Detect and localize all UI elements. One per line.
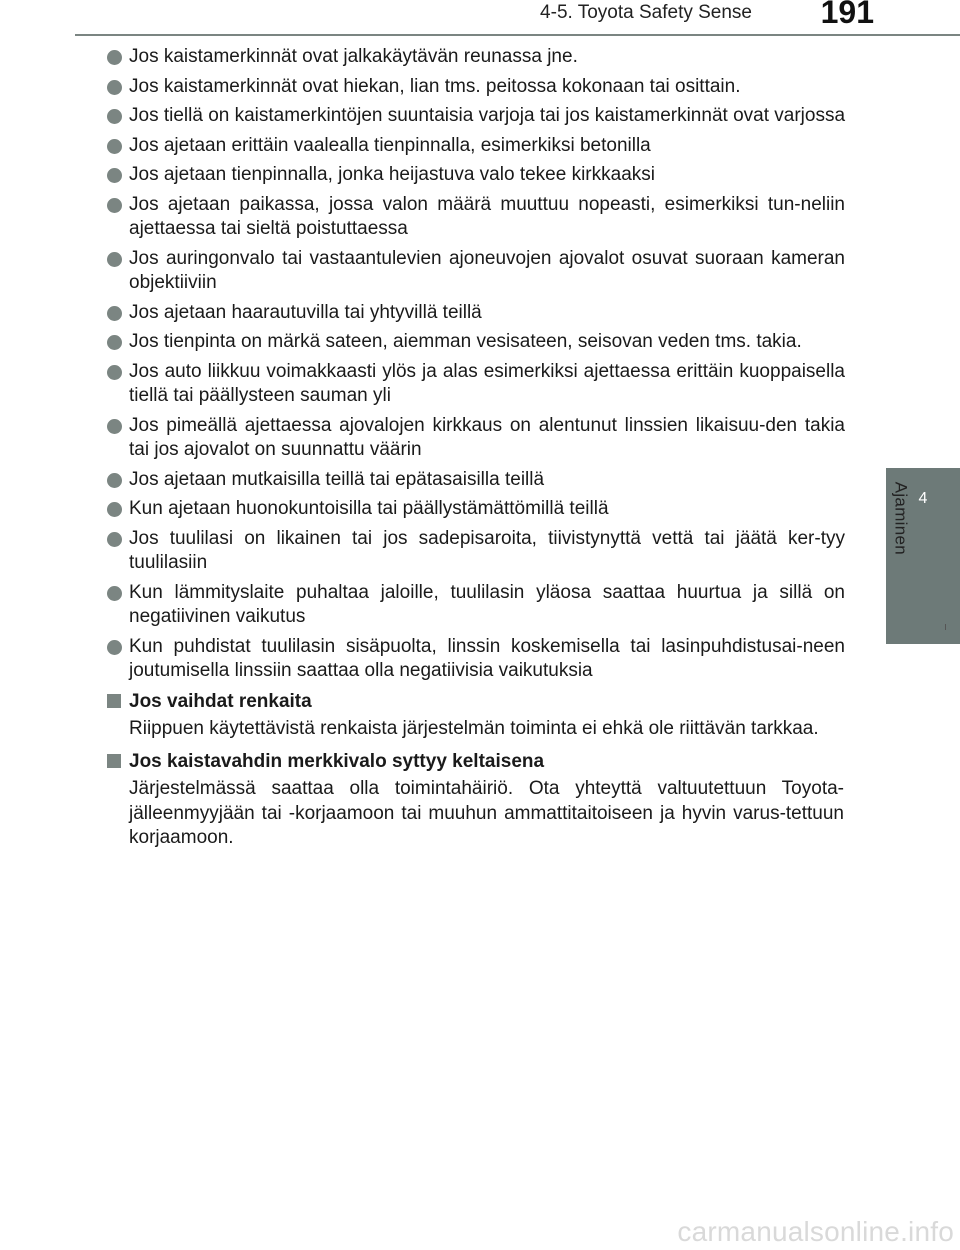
list-item [105, 104, 845, 129]
list-item-text: Jos auto liikkuu voimakkaasti ylös ja alas esimerkiksi ajettaessa erittäin kuoppaisella tiellä tai päällysteen sauman yli [129, 360, 845, 406]
watermark: carmanualsonline.info [677, 1216, 954, 1247]
bullet-dot-icon [107, 586, 122, 601]
list-item [105, 75, 845, 100]
list-item [105, 301, 845, 326]
list-item-text: Kun puhdistat tuulilasin sisäpuolta, linssin koskemisella tai lasinpuhdistusai-neen joutumisella linssiin saattaa olla negatiivisia vaikutuksia [129, 635, 845, 681]
section-indicator-light [105, 749, 845, 851]
list-item-text: Jos ajetaan paikassa, jossa valon määrä muuttuu nopeasti, esimerkiksi tun-neliin ajettaessa tai sieltä poistuttaessa [129, 193, 845, 239]
bullet-dot-icon [107, 139, 122, 154]
chapter-tick [945, 624, 946, 630]
section-body: Riippuen käytettävistä renkaista järjestelmän toiminta ei ehkä ole riittävän tarkkaa. [129, 717, 819, 739]
bullet-dot-icon [107, 365, 122, 380]
list-item [105, 330, 845, 355]
list-item-text: Kun lämmityslaite puhaltaa jaloille, tuulilasin yläosa saattaa huurtua ja sillä on negatiivinen vaikutus [129, 581, 845, 627]
bullet-dot-icon [107, 168, 122, 183]
bullet-dot-icon [107, 50, 122, 65]
chapter-number: 4 [918, 490, 928, 507]
list-item [105, 468, 845, 493]
list-item [105, 497, 845, 522]
list-item [105, 247, 845, 296]
list-item [105, 45, 845, 70]
page-header [0, 0, 960, 38]
bullet-dot-icon [107, 335, 122, 350]
list-item-text: Jos ajetaan tienpinnalla, jonka heijastuva valo tekee kirkkaaksi [129, 164, 655, 185]
section-body: Järjestelmässä saattaa olla toimintahäiriö. Ota yhteyttä valtuutettuun Toyota-jälleenmyyjään tai -korjaamoon tai muuhun ammattitaitoiseen ja hyvin varus-tettuun korjaamoon. [129, 778, 844, 848]
list-item-text: Jos tiellä on kaistamerkintöjen suuntaisia varjoja tai jos kaistamerkinnät ovat varjossa [129, 105, 846, 126]
section-tire-change [105, 689, 845, 742]
bullet-dot-icon [107, 109, 122, 124]
section-heading-text: Jos vaihdat renkaita [129, 690, 312, 712]
list-item-text: Jos tuulilasi on likainen tai jos sadepisaroita, tiivistynyttä vettä tai jäätä ker-tyy tuulilasiin [129, 527, 845, 573]
header-rule [75, 34, 960, 36]
square-bullet-icon [107, 694, 121, 708]
bullet-dot-icon [107, 306, 122, 321]
list-item [105, 134, 845, 159]
bullet-dot-icon [107, 198, 122, 213]
list-item-text: Kun ajetaan huonokuntoisilla tai päällystämättömillä teillä [129, 498, 609, 519]
list-item [105, 360, 845, 409]
bullet-dot-icon [107, 473, 122, 488]
section-heading-text: Jos kaistavahdin merkkivalo syttyy keltaisena [129, 751, 545, 772]
list-item-text: Jos ajetaan erittäin vaalealla tienpinnalla, esimerkiksi betonilla [129, 134, 651, 156]
list-item-text: Jos tienpinta on märkä sateen, aiemman vesisateen, seisovan veden tms. takia. [129, 331, 802, 352]
list-item-text: Jos pimeällä ajettaessa ajovalojen kirkkaus on alentunut linssien likaisuu-den takia tai jos ajovalot on suunnattu väärin [129, 414, 845, 460]
bullet-dot-icon [107, 640, 122, 655]
list-item [105, 635, 845, 684]
list-item-text: Jos kaistamerkinnät ovat hiekan, lian tms. peitossa kokonaan tai osittain. [129, 75, 741, 97]
list-item [105, 527, 845, 576]
bullet-dot-icon [107, 532, 122, 547]
bullet-dot-icon [107, 252, 122, 267]
condition-list [105, 45, 845, 684]
bullet-dot-icon [107, 502, 122, 517]
list-item [105, 414, 845, 463]
square-bullet-icon [107, 754, 121, 768]
bullet-dot-icon [107, 80, 122, 95]
page-content [105, 45, 845, 859]
chapter-label: Ajaminen [891, 481, 910, 555]
header-page-number: 191 [820, 0, 874, 30]
header-section-title: 4-5. Toyota Safety Sense [540, 2, 752, 23]
section-heading [105, 749, 845, 774]
list-item [105, 163, 845, 188]
list-item-text: Jos auringonvalo tai vastaantulevien ajoneuvojen ajovalot osuvat suoraan kameran objektiiviin [129, 247, 845, 293]
list-item-text: Jos ajetaan mutkaisilla teillä tai epätasaisilla teillä [129, 468, 545, 490]
bullet-dot-icon [107, 419, 122, 434]
list-item-text: Jos ajetaan haarautuvilla tai yhtyvillä teillä [129, 301, 482, 323]
section-heading [105, 689, 845, 714]
list-item [105, 193, 845, 242]
list-item-text: Jos kaistamerkinnät ovat jalkakäytävän reunassa jne. [129, 46, 578, 67]
list-item [105, 581, 845, 630]
